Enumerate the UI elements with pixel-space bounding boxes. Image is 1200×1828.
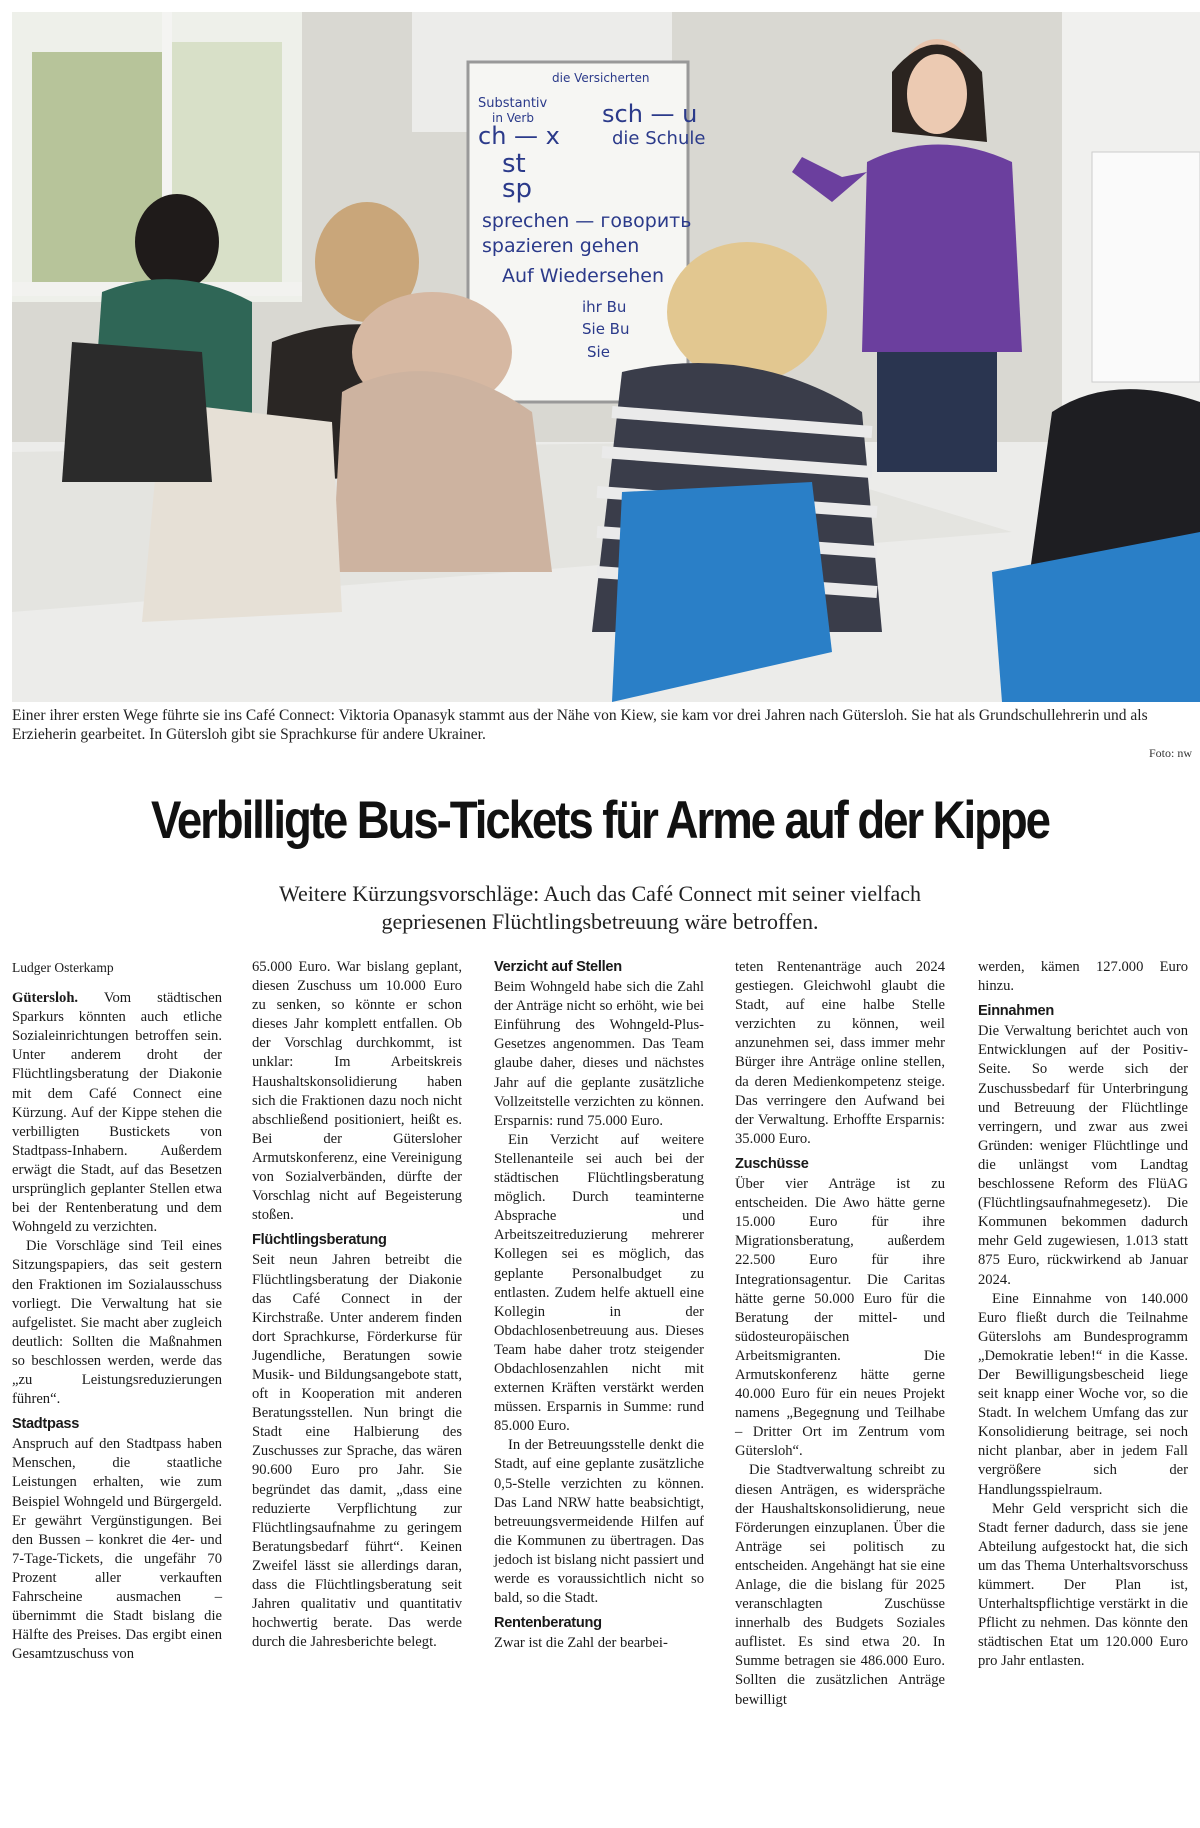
- paragraph: Seit neun Jahren betreibt die Flüchtlingsberatung der Diakonie das Café Connect in der Kirchstraße. Unter anderem finden dort Sprachkurse, Förderkurse für Jugendliche, Beratungen sowie Musik- und Bildungsangebote statt, oft in Kooperation mit anderen Beratungsstellen. Nun bringt die Stadt eine Halbierung des Zuschusses zur Sprache, das wären 90.600 Euro pro Jahr. Sie begründet das damit, „dass eine reduzierte Verpflichtung zur Flüchtlingsaufnahme zu geringem Beratungsbedarf führt“. Keinen Zweifel lässt sie allerdings daran, dass die Flüchtlingsberatung seit Jahren qualitativ und quantitativ hochwertig berate. Das werde durch die Jahresberichte belegt.: [252, 1252, 462, 1651]
- section-heading: Stadtpass: [12, 1416, 80, 1433]
- paragraph: Mehr Geld verspricht sich die Stadt ferner dadurch, dass sie jene Abteilung aufgestockt hat, die sich um das Thema Unterhaltsvorschuss kümmert. Der Plan ist, Unterhaltspflichtige verstärkt in die Pflicht zu nehmen. Das könnte den städtischen Etat um 120.000 Euro pro Jahr entlasten.: [978, 1500, 1188, 1670]
- paragraph: Zwar ist die Zahl der bearbei-: [494, 1635, 668, 1652]
- whiteboard-text: Auf Wiedersehen: [502, 265, 665, 287]
- article-column-2: [252, 958, 462, 1652]
- section-heading: Zuschüsse: [735, 1155, 809, 1172]
- dateline: Gütersloh.: [12, 990, 79, 1007]
- article-photo: [12, 12, 1200, 702]
- paragraph: werden, kämen 127.000 Euro hinzu.: [978, 959, 1188, 995]
- paragraph: Eine Einnahme von 140.000 Euro fließt durch die Teilnahme Güterslohs am Bundesprogramm „Demokratie leben!“ in die Kasse. Der Bewilligungsbescheid liege seit knapp einer Woche vor, so die Stadt. In welchem Umfang das zur Konsolidierung beitrage, sei noch nicht planbar, aber in jedem Fall vergrößere sich der Handlungsspielraum.: [978, 1290, 1188, 1498]
- paragraph: Die Stadtverwaltung schreibt zu diesen Anträgen, es widerspräche der Haushaltskonsolidierung, neue Förderungen einzuplanen. Über die Anträge sei politisch zu entscheiden. Angehängt hat sie eine Anlage, die die bislang für 2025 veranschlagten Zuschüsse innerhalb des Budgets Soziales auflistet. Es sind etwa 20. In Summe betragen sie 486.000 Euro. Sollten die zusätzlichen Anträge bewilligt: [735, 1462, 945, 1708]
- whiteboard-text: sprechen — говорить: [482, 210, 692, 232]
- photo-caption: Einer ihrer ersten Wege führte sie ins Café Connect: Viktoria Opanasyk stammt aus der Nähe von Kiew, sie kam vor drei Jahren nach Gütersloh. Sie hat als Grundschullehrerin und als Erzieherin gearbeitet. In Gütersloh gibt sie Sprachkurse für andere Ukrainer.: [12, 707, 1148, 743]
- section-heading: Rentenberatung: [494, 1615, 602, 1632]
- paragraph: Gütersloh. Vom städtischen Sparkurs könnten auch etliche Sozialeinrichtungen betroffen sein. Unter anderem droht der Flüchtlingsberatung der Diakonie mit dem Café Connect eine Kürzung. Auf der Kippe stehen die verbilligten Bustickets von Stadtpass-Inhabern. Außerdem erwägt die Stadt, auf das Besetzen ursprünglich geplanter Stellen etwa bei der Rentenberatung und dem Wohngeld zu verzichten.: [12, 990, 222, 1236]
- paragraph: Beim Wohngeld habe sich die Zahl der Anträge nicht so erhöht, wie bei Einführung des Wohngeld-Plus-Gesetzes angenommen. Das Team glaube daher, dieses und nächstes Jahr auf die geplante zusätzliche Vollzeitstelle verzichten zu können. Ersparnis: rund 75.000 Euro.: [494, 979, 704, 1129]
- paragraph: Anspruch auf den Stadtpass haben Menschen, die staatliche Leistungen erhalten, wie zum Beispiel Wohngeld und Bürgergeld. Er gewährt Vergünstigungen. Bei den Bussen – konkret die 4er- und 7-Tage-Tickets, die ungefähr 70 Prozent aller verkauften Fahrscheine ausmachen – übernimmt die Stadt bislang die Hälfte des Preises. Das ergibt einen Gesamtzuschuss von: [12, 1436, 222, 1663]
- article-column-3: [494, 958, 704, 1653]
- whiteboard-text: sp: [502, 174, 533, 204]
- whiteboard-text: die Schule: [612, 128, 706, 149]
- article-column-5: [978, 958, 1188, 1671]
- photo-credit: Foto: nw: [1148, 746, 1192, 760]
- whiteboard-text: sch — u: [602, 100, 698, 128]
- whiteboard-text: in Verb: [492, 111, 534, 125]
- paragraph: Die Vorschläge sind Teil eines Sitzungspapiers, das seit gestern den Fraktionen im Sozialausschuss vorliegt. Die Verwaltung hat sie aufgelistet. Sie macht aber zugleich deutlich: Sollten die Maßnahmen so beschlossen werden, werde das „zu Leistungsreduzierungen führen“.: [12, 1238, 222, 1408]
- section-heading: Einnahmen: [978, 1003, 1054, 1020]
- article-column-4: [735, 958, 945, 1710]
- whiteboard-text: Sie Bu: [582, 320, 630, 338]
- classroom-photo-illustration: [12, 12, 1200, 702]
- whiteboard-text: st: [502, 149, 526, 179]
- paragraph: Ein Verzicht auf weitere Stellenanteile sei auch bei der städtischen Flüchtlingsberatung möglich. Durch teaminterne Absprache und Arbeitszeitreduzierung mehrerer Kollegen sei es möglich, das geplante Personalbudget zu entlasten. Zudem helfe aktuell eine Kollegin in der Obdachlosenbetreuung aus. Dieses Team habe daher trotz steigender Obdachlosenzahlen nicht mit externen Kräften verstärkt werden müssen. Ersparnis in Summe: rund 85.000 Euro.: [494, 1131, 704, 1435]
- paragraph: teten Rentenanträge auch 2024 gestiegen. Gleichwohl glaubt die Stadt, auf eine halbe Stelle verzichten zu können, weil anzunehmen sei, dass immer mehr Bürger ihre Anträge online stellen, da deren Medienkompetenz steige. Das verringere den Aufwand bei der Verwaltung. Erhoffte Ersparnis: 35.000 Euro.: [735, 959, 945, 1147]
- headline: Verbilligte Bus-Tickets für Arme auf der Kippe: [151, 791, 1049, 850]
- paragraph: In der Betreuungsstelle denkt die Stadt, auf eine geplante zusätzliche 0,5-Stelle verzichten zu können. Das Land NRW hatte beabsichtigt, betreuungsvermeidende Hilfen auf die Kommunen zu übertragen. Das jedoch ist bislang nicht passiert und werde es voraussichtlich nicht so bald, so die Stadt.: [494, 1437, 704, 1607]
- whiteboard-text: ihr Bu: [582, 298, 627, 316]
- section-heading: Verzicht auf Stellen: [494, 959, 622, 975]
- whiteboard-text: Substantiv: [478, 96, 548, 111]
- whiteboard-text: Sie: [587, 343, 610, 361]
- article-column-1: [12, 958, 222, 1664]
- whiteboard-text: die Versicherten: [552, 71, 650, 85]
- section-heading: Flüchtlingsberatung: [252, 1232, 387, 1249]
- paragraph: Über vier Anträge ist zu entscheiden. Die Awo hätte gerne 15.000 Euro für ihre Migrationsberatung, außerdem 22.500 Euro für ihre Integrationsagentur. Die Caritas hätte gerne 50.000 Euro für die Beratung der mittel- und südosteuropäischen Arbeitsmigranten. Die Armutskonferenz hätte gerne 40.000 Euro für ein neues Projekt namens „Begegnung und Teilhabe – Dritter Ort im Zentrum vom Gütersloh“.: [735, 1176, 945, 1460]
- whiteboard-text: spazieren gehen: [482, 235, 640, 257]
- author-byline: Ludger Osterkamp: [12, 960, 114, 975]
- paragraph: 65.000 Euro. War bislang geplant, diesen Zuschuss um 10.000 Euro zu senken, so könnte er schon dieses Jahr komplett entfallen. Ob der Vorschlag durchkommt, ist unklar: Im Arbeitskreis Haushaltskonsolidierung haben sich die Fraktionen dazu noch nicht abschließend positioniert, heißt es. Bei der Gütersloher Armutskonferenz, eine Vereinigung von Sozialverbänden, dürfte der Vorschlag nicht auf Begeisterung stoßen.: [252, 959, 462, 1224]
- paragraph: Die Verwaltung berichtet auch von Entwicklungen auf der Positiv-Seite. So werde sich der Zuschussbedarf für Unterbringung und Betreuung der Flüchtlinge verringern, und zwar aus zwei Gründen: weniger Flüchtlinge und die unlängst vom Landtag beschlossene Reform des FlüAG (Flüchtlingsaufnahmegesetz). Die Kommunen bekommen dadurch mehr Geld zugewiesen, 1.013 statt 875 Euro, rückwirkend ab Januar 2024.: [978, 1023, 1188, 1288]
- whiteboard-text: ch — x: [478, 122, 560, 150]
- subheadline: Weitere Kürzungsvorschläge: Auch das Café Connect mit seiner vielfach gepriesenen Flüchtlingsbetreuung wäre betroffen.: [278, 881, 922, 934]
